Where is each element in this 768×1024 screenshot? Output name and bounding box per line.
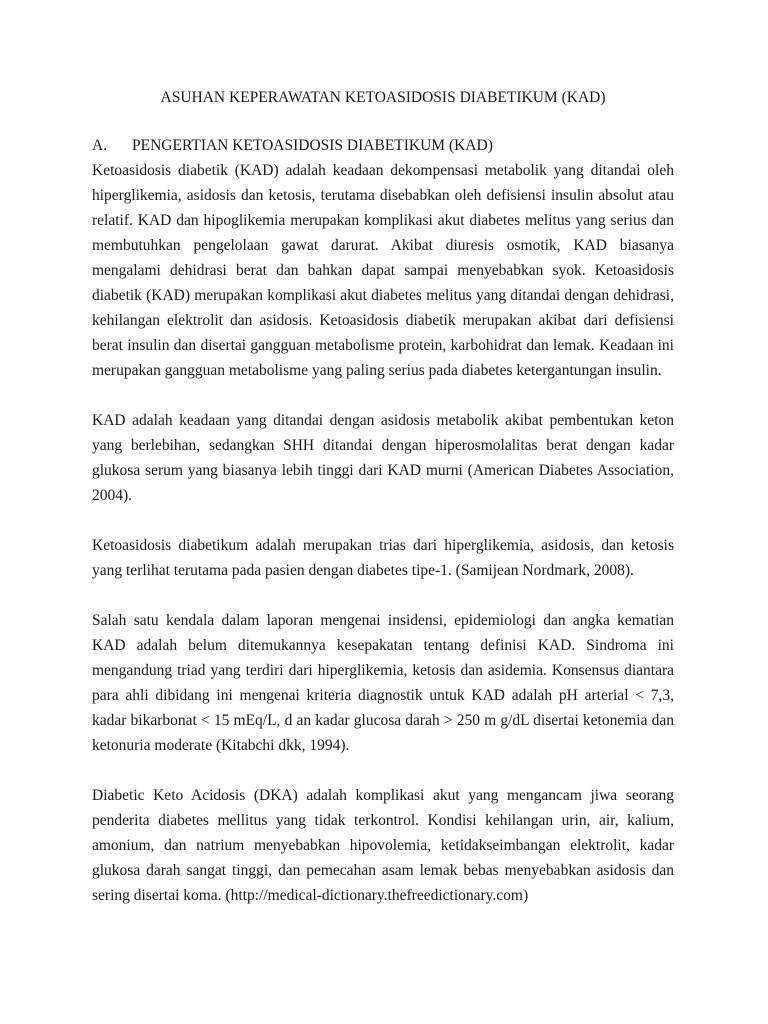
paragraph-dka: Diabetic Keto Acidosis (DKA) adalah komplikasi akut yang mengancam jiwa seorang penderita diabetes mellitus yang tidak terkontrol. Kondisi kehilangan urin, air, kalium, amonium, dan natrium menyebabkan hipovolemia, ketidakseimbangan elektrolit, kadar glukosa darah sangat tinggi, dan pemecahan asam lemak bebas menyebabkan asidosis dan sering disertai koma. (http://medical-dictionary.thefreedictionary.com) — [92, 787, 674, 904]
paragraph-criteria: Salah satu kendala dalam laporan mengenai insidensi, epidemiologi dan angka kematian KAD adalah belum ditemukannya kesepakatan tentang definisi KAD. Sindroma ini mengandung triad yang terdiri dari hiperglikemia, ketosis dan asidemia. Konsensus diantara para ahli dibidang ini mengenai kriteria diagnostik untuk KAD adalah pH arterial < 7,3, kadar bikarbonat < 15 mEq/L, d an kadar glucosa darah > 250 m g/dL disertai ketonemia dan ketonuria moderate (Kitabchi dkk, 1994). — [92, 612, 674, 754]
paragraph-definition: Ketoasidosis diabetik (KAD) adalah keadaan dekompensasi metabolik yang ditandai oleh hiperglikemia, asidosis dan ketosis, terutama disebabkan oleh defisiensi insulin absolut atau relatif. KAD dan hipoglikemia merupakan komplikasi akut diabetes melitus yang serius dan membutuhkan pengelolaan gawat darurat. Akibat diuresis osmotik, KAD biasanya mengalami dehidrasi berat dan bahkan dapat sampai menyebabkan syok. Ketoasidosis diabetik (KAD) merupakan komplikasi akut diabetes melitus yang ditandai dengan dehidrasi, kehilangan elektrolit dan asidosis. Ketoasidosis diabetik merupakan akibat dari defisiensi berat insulin dan disertai gangguan metabolisme protein, karbohidrat dan lemak. Keadaan ini merupakan gangguan metabolisme yang paling serius pada diabetes ketergantungan insulin. — [92, 162, 674, 379]
paragraph-trias: Ketoasidosis diabetikum adalah merupakan trias dari hiperglikemia, asidosis, dan ketosis yang terlihat terutama pada pasien dengan diabetes tipe-1. (Samijean Nordmark, 2008). — [92, 537, 674, 579]
document-page — [92, 87, 674, 933]
section-letter: A. — [92, 137, 108, 154]
document-title: ASUHAN KEPERAWATAN KETOASIDOSIS DIABETIKUM (KAD) — [160, 89, 606, 106]
paragraph-kad-vs-shh: KAD adalah keadaan yang ditandai dengan asidosis metabolik akibat pembentukan keton yang berlebihan, sedangkan SHH ditandai dengan hiperosmolalitas berat dengan kadar glukosa serum yang biasanya lebih tinggi dari KAD murni (American Diabetes Association, 2004). — [92, 412, 674, 504]
section-heading-text: PENGERTIAN KETOASIDOSIS DIABETIKUM (KAD) — [132, 137, 493, 154]
section-heading — [92, 135, 674, 157]
